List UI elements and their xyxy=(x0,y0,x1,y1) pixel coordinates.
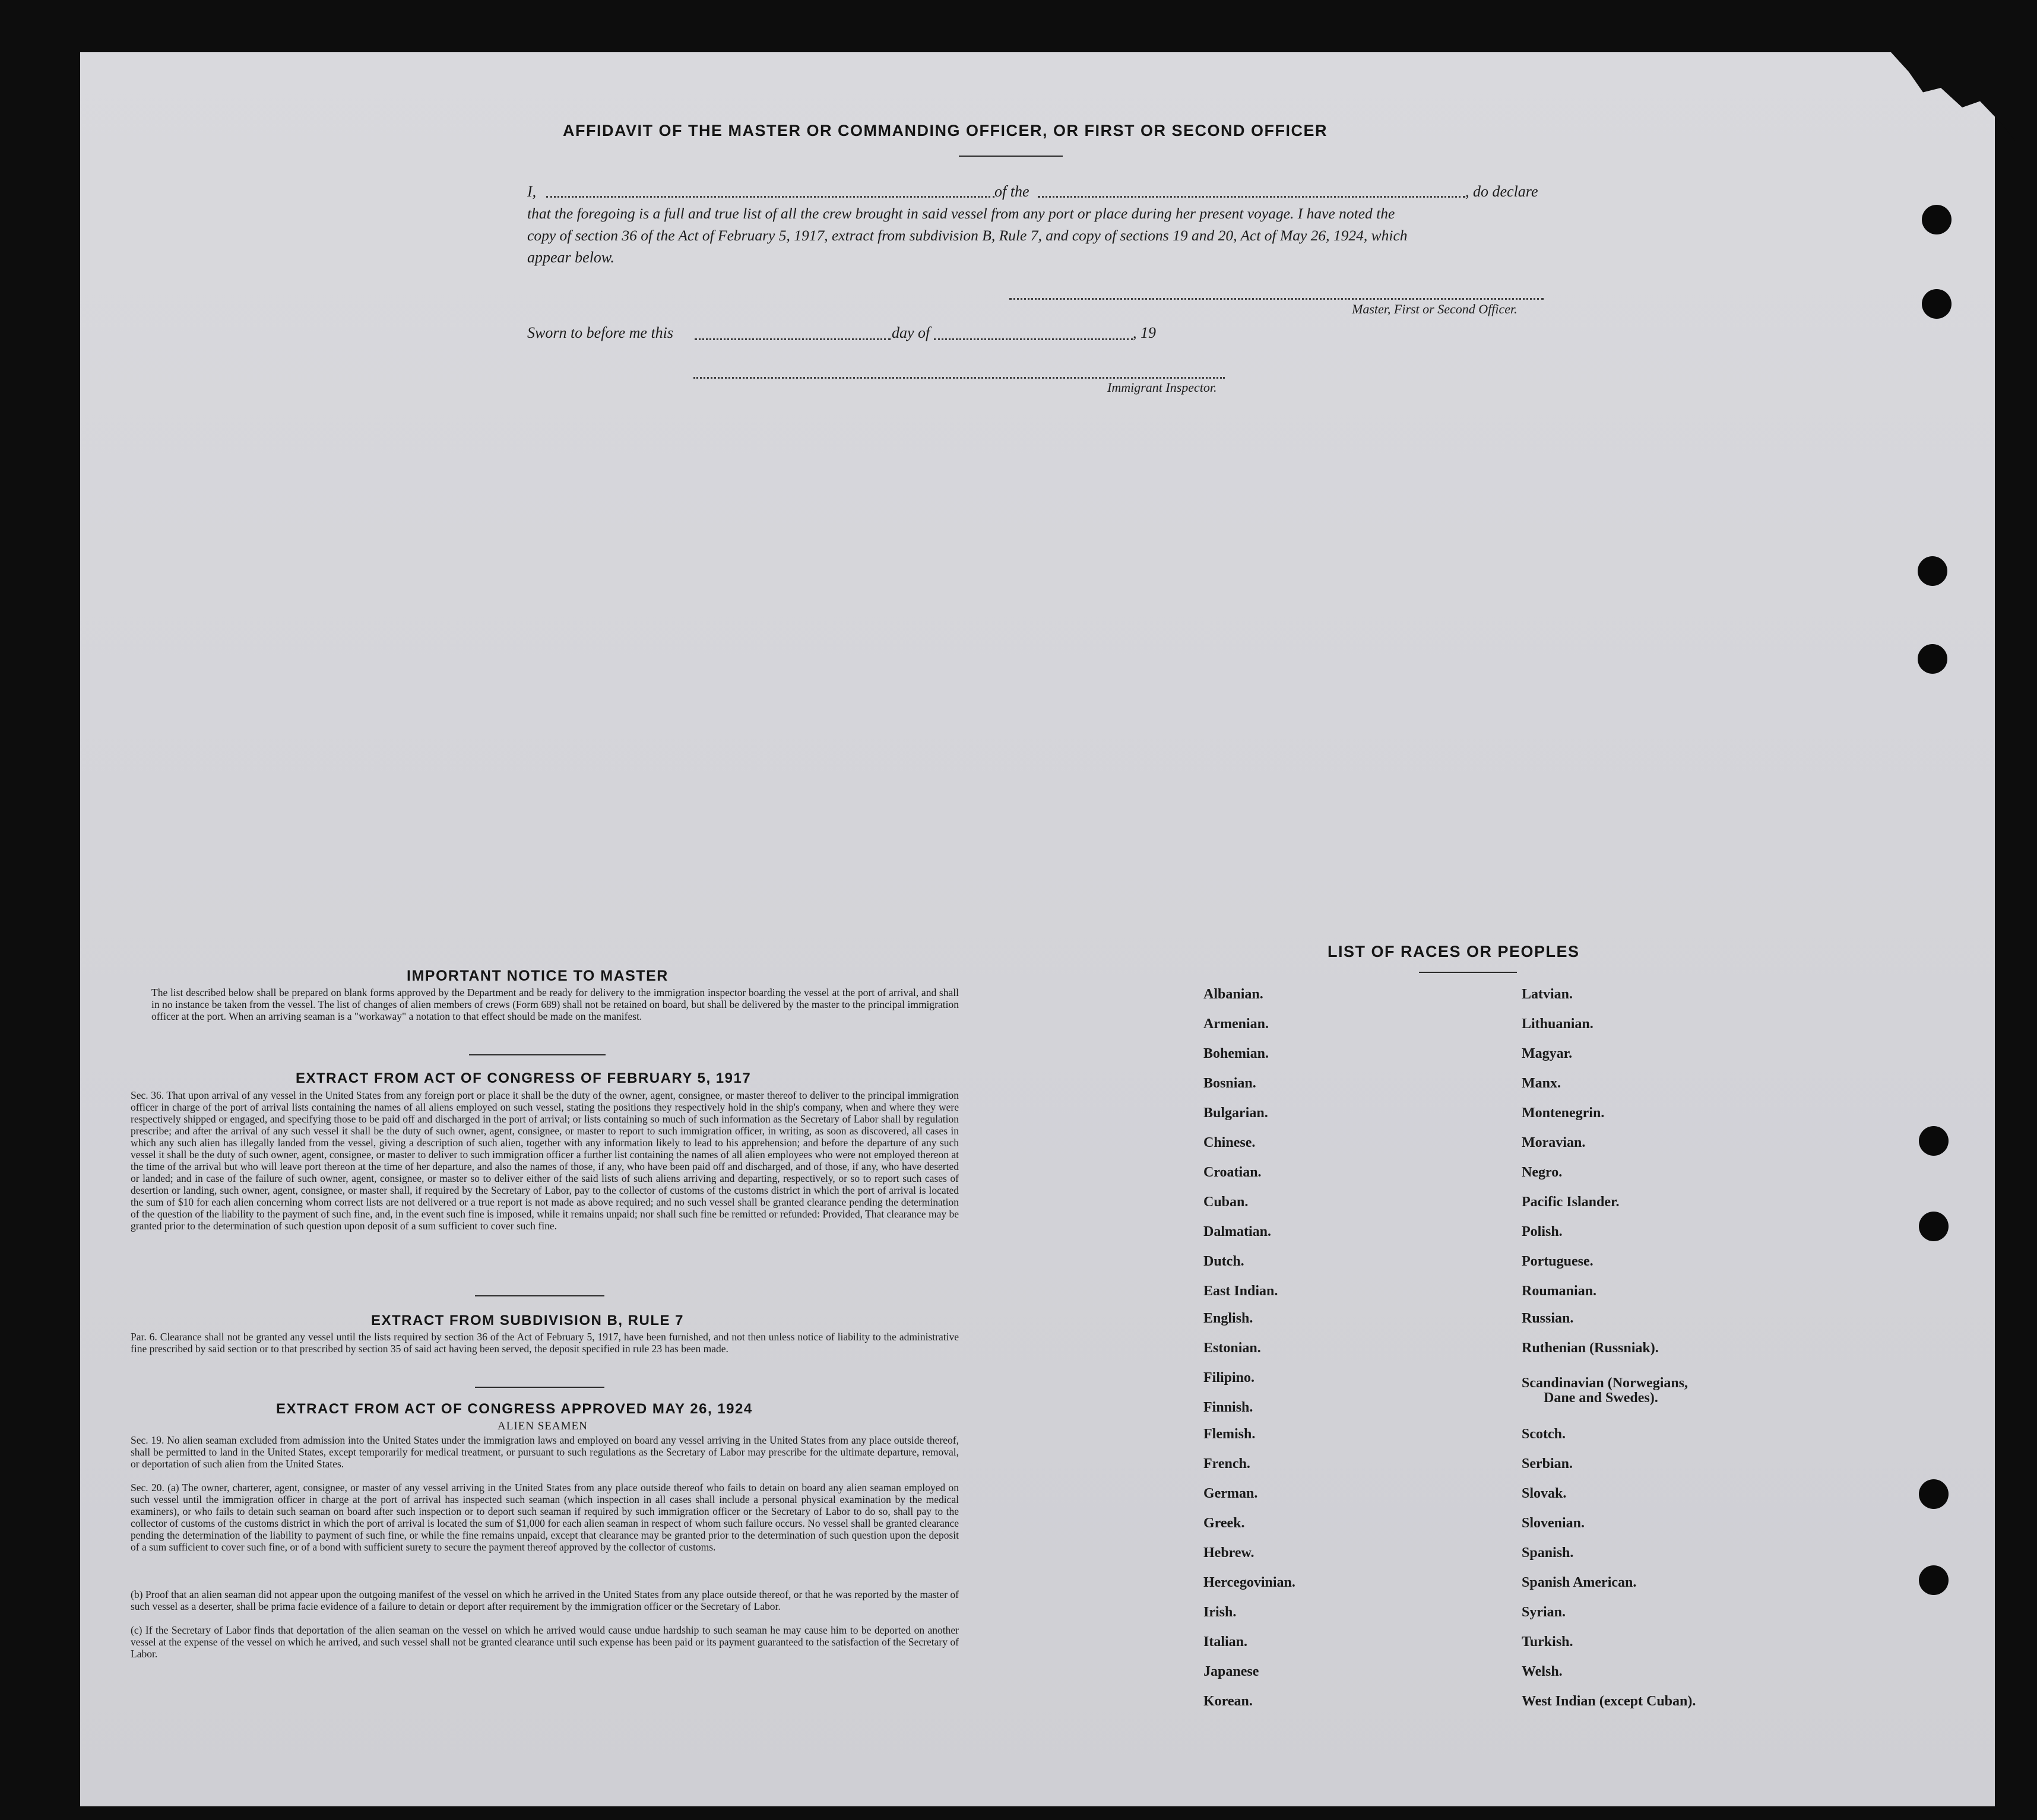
month-blank xyxy=(934,338,1133,340)
race-item: Russian. xyxy=(1522,1311,1574,1326)
race-item: West Indian (except Cuban). xyxy=(1522,1694,1696,1709)
race-item: Scandinavian (Norwegians, xyxy=(1522,1375,1688,1391)
inspector-label: Immigrant Inspector. xyxy=(1107,380,1217,395)
race-item: Montenegrin. xyxy=(1522,1105,1605,1121)
notice-text: The list described below shall be prepared on blank forms approved by the Department and be ready for delivery to the immigration inspector boarding the vessel at the port of arrival, and shall in no instance be taken from the vessel. The list of changes of alien members of crews (Form 689) shall not be retained on board, but shall be delivered by the master to the principal immigration officer at the port. When an arriving seaman is a "workaway" a notation to that effect should be made on the manifest. xyxy=(151,987,959,1022)
race-item: Croatian. xyxy=(1203,1165,1262,1180)
sworn-day-of: day of xyxy=(892,324,930,341)
races-heading: LIST OF RACES OR PEOPLES xyxy=(1328,943,1580,960)
race-item: Negro. xyxy=(1522,1165,1563,1180)
race-item: German. xyxy=(1203,1486,1258,1501)
race-item: Welsh. xyxy=(1522,1664,1563,1679)
race-item: Estonian. xyxy=(1203,1340,1261,1356)
race-item: Korean. xyxy=(1203,1694,1253,1709)
extract-1924-heading: EXTRACT FROM ACT OF CONGRESS APPROVED MAY 26, 1924 xyxy=(276,1401,753,1417)
divider xyxy=(475,1387,604,1388)
race-item: Bosnian. xyxy=(1203,1076,1256,1091)
race-item: Scotch. xyxy=(1522,1426,1566,1442)
punch-hole xyxy=(1919,1479,1949,1509)
race-item: Portuguese. xyxy=(1522,1254,1594,1269)
race-item: Dutch. xyxy=(1203,1254,1244,1269)
affidavit-heading: AFFIDAVIT OF THE MASTER OR COMMANDING OFFICER, OR FIRST OR SECOND OFFICER xyxy=(563,122,1328,139)
race-item: Dalmatian. xyxy=(1203,1224,1271,1239)
race-item: Filipino. xyxy=(1203,1370,1255,1385)
extract-1924-sec19: Sec. 19. No alien seaman excluded from admission into the United States under the immigration laws and employed on board any vessel arriving in the United States from any place outside thereof, shall be permitted to land in the United States, except temporarily for medical treatment, or pursuant to such regulations as the Secretary of Labor may prescribe for the ultimate departure, removal, or deportation of such alien from the United States. xyxy=(131,1434,959,1470)
race-item: Turkish. xyxy=(1522,1634,1573,1650)
extract-1917-heading: EXTRACT FROM ACT OF CONGRESS OF FEBRUARY 5, 1917 xyxy=(296,1070,752,1086)
race-item: Slovak. xyxy=(1522,1486,1567,1501)
rule7-text: Par. 6. Clearance shall not be granted any vessel until the lists required by section 36 of the Act of February 5, 1917, have been furnished, and not then unless notice of liability to the administrative fine prescribed by said section or to that prescribed by section 35 of said act having been served, the deposit specified in rule 23 has been made. xyxy=(131,1331,959,1355)
rule7-heading: EXTRACT FROM SUBDIVISION B, RULE 7 xyxy=(371,1312,685,1328)
divider xyxy=(959,156,1063,157)
race-item: Japanese xyxy=(1203,1664,1259,1679)
race-item: Hercegovinian. xyxy=(1203,1575,1295,1590)
divider xyxy=(1419,972,1517,973)
extract-1924-sec20b: (b) Proof that an alien seaman did not appear upon the outgoing manifest of the vessel on which he arrived in the United States from any place outside thereof, or that he was reported by the master of such vessel as a deserter, shall be prima facie evidence of a failure to detain or deport after requirement by the immigration officer or the Secretary of Labor. xyxy=(131,1588,959,1612)
alien-seamen-subheading: ALIEN SEAMEN xyxy=(498,1420,588,1432)
punch-hole xyxy=(1918,556,1947,586)
punch-hole xyxy=(1918,644,1947,674)
affidavit-line4: appear below. xyxy=(527,249,614,266)
race-item: Hebrew. xyxy=(1203,1545,1254,1561)
race-item: Spanish American. xyxy=(1522,1575,1637,1590)
affidavit-line3: copy of section 36 of the Act of February 5, 1917, extract from subdivision B, Rule 7, and copy of sections 19 and 20, Act of May 26, 1924, which xyxy=(527,227,1408,244)
race-item: Finnish. xyxy=(1203,1400,1253,1415)
extract-1917-text: Sec. 36. That upon arrival of any vessel in the United States from any foreign port or place it shall be the duty of the owner, agent, consignee, or master thereof to deliver to the principal immigration officer in charge of the port of arrival lists containing the names of all aliens employed on such vessel, stating the positions they respectively hold in the ship's company, when and where they were respectively shipped or engaged, and specifying those to be paid off and discharged in the port of arrival; or lists containing so much of such information as the Secretary of Labor shall by regulation prescribe; and after the arrival of any such vessel it shall be the duty of such owner, agent, consignee, or master to report to such immigration officer, in writing, as soon as discovered, all cases in which any such alien has illegally landed from the vessel, giving a description of such alien, together with any information likely to lead to his apprehension; and before the departure of any such vessel it shall be the duty of such owner, agent, consignee, or master to deliver to such immigration officer a further list containing the names of all alien employees who were not employed thereon at the time of the arrival but who will leave port thereon at the time of her departure, and also the names of those, if any, who have been paid off and discharged, and of those, if any, who have deserted or landed; and in case of the failure of such owner, agent, consignee, or master so to deliver either of the said lists of such aliens arriving and departing, respectively, or so to report such cases of desertion or landing, such owner, agent, consignee, or master shall, if required by the Secretary of Labor, pay to the collector of customs of the customs district in which the port of arrival is located the sum of $10 for each alien concerning whom correct lists are not delivered or a true report is not made as above required; and no such vessel shall be granted clearance pending the determination of the question of the liability to the payment of such fine, and, in the event such fine is imposed, while it remains unpaid; nor shall such fine be remitted or refunded: Provided, That clearance may be granted prior to the determination of such question upon deposit of a sum sufficient to cover such fine. xyxy=(131,1089,959,1232)
sworn-prefix: Sworn to before me this xyxy=(527,324,674,341)
race-item: Pacific Islander. xyxy=(1522,1194,1620,1210)
race-item: Greek. xyxy=(1203,1515,1245,1531)
extract-1924-sec20a: Sec. 20. (a) The owner, charterer, agent, consignee, or master of any vessel arriving in the United States from any place outside thereof who fails to detain on board any alien seaman employed on such vessel until the immigration officer in charge at the port of arrival has inspected such seaman (which inspection in all cases shall include a personal physical examination by the medical examiners), or who fails to detain such seaman on board after such inspection or to deport such seaman if required by such immigration officer or the Secretary of Labor to do so, shall pay to the collector of customs of the customs district in which the port of arrival is located the sum of $1,000 for each alien seaman in respect of whom such failure occurs. No vessel shall be granted clearance pending the determination of the liability to payment of such fine, or while the fine remains unpaid, except that clearance may be granted prior to the determination of such question upon the deposit of a sum sufficient to cover such fine, or of a bond with sufficient surety to secure the payment thereof approved by the collector of customs. xyxy=(131,1482,959,1553)
inspector-blank xyxy=(693,377,1225,379)
affidavit-line2: that the foregoing is a full and true list of all the crew brought in said vessel from any port or place during her present voyage. I have noted the xyxy=(527,205,1395,222)
sworn-year: , 19 xyxy=(1133,324,1156,341)
punch-hole xyxy=(1919,1565,1949,1595)
name-blank xyxy=(546,196,994,198)
race-item: Latvian. xyxy=(1522,987,1573,1002)
race-item: French. xyxy=(1203,1456,1250,1472)
race-item: Irish. xyxy=(1203,1605,1237,1620)
race-item: Bulgarian. xyxy=(1203,1105,1268,1121)
race-item: Bohemian. xyxy=(1203,1046,1269,1061)
race-item: Manx. xyxy=(1522,1076,1561,1091)
extract-1924-sec20c: (c) If the Secretary of Labor finds that deportation of the alien seaman on the vessel on which he arrived would cause undue hardship to such seaman he may cause him to be deported on another vessel at the expense of the vessel on which he arrived, and such vessel shall not be granted clearance until such expense has been paid or its payment guaranteed to the satisfaction of the Secretary of Labor. xyxy=(131,1624,959,1660)
race-item: Serbian. xyxy=(1522,1456,1573,1472)
race-item: Chinese. xyxy=(1203,1135,1256,1150)
race-item: Roumanian. xyxy=(1522,1283,1597,1299)
divider xyxy=(469,1054,606,1055)
affidavit-of-the: of the xyxy=(994,183,1029,200)
punch-hole xyxy=(1922,289,1952,319)
race-item: Albanian. xyxy=(1203,987,1263,1002)
race-item: English. xyxy=(1203,1311,1253,1326)
signature-blank xyxy=(1009,298,1544,300)
vessel-blank xyxy=(1038,196,1465,198)
notice-heading: IMPORTANT NOTICE TO MASTER xyxy=(407,968,669,984)
race-item: Spanish. xyxy=(1522,1545,1574,1561)
day-blank xyxy=(695,338,891,340)
punch-hole xyxy=(1919,1212,1949,1241)
race-item: Polish. xyxy=(1522,1224,1563,1239)
race-item: Magyar. xyxy=(1522,1046,1573,1061)
race-item: Dane and Swedes). xyxy=(1544,1390,1658,1406)
race-item: Slovenian. xyxy=(1522,1515,1585,1531)
affidavit-i: I, xyxy=(527,183,537,200)
punch-hole xyxy=(1922,205,1952,234)
race-item: Cuban. xyxy=(1203,1194,1249,1210)
race-item: East Indian. xyxy=(1203,1283,1278,1299)
race-item: Italian. xyxy=(1203,1634,1248,1650)
race-item: Lithuanian. xyxy=(1522,1016,1594,1032)
race-item: Moravian. xyxy=(1522,1135,1586,1150)
punch-hole xyxy=(1919,1126,1949,1156)
divider xyxy=(475,1295,604,1296)
affidavit-declare: , do declare xyxy=(1465,183,1538,200)
race-item: Armenian. xyxy=(1203,1016,1269,1032)
race-item: Ruthenian (Russniak). xyxy=(1522,1340,1659,1356)
race-item: Syrian. xyxy=(1522,1605,1566,1620)
race-item: Flemish. xyxy=(1203,1426,1256,1442)
signature-label: Master, First or Second Officer. xyxy=(1352,302,1518,316)
